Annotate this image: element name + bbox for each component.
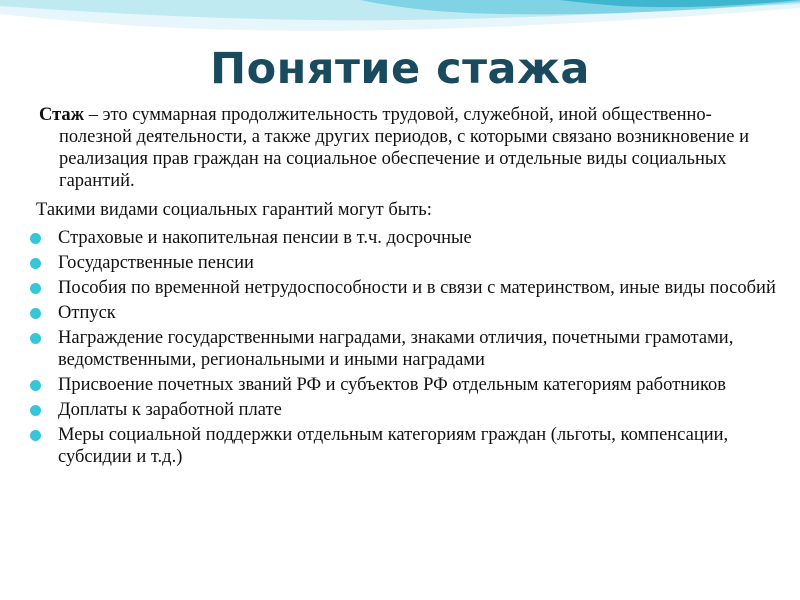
bullet-icon — [30, 308, 41, 319]
list-item — [0, 327, 778, 371]
list-item-text: Меры социальной поддержки отдельным категориям граждан (льготы, компенсации, субсидии и т.д.) — [58, 425, 729, 467]
list-item-text: Доплаты к заработной плате — [58, 400, 282, 420]
list-item-text: Награждение государственными наградами, знаками отличия, почетными грамотами, ведомственными, региональными и иными наградами — [58, 328, 734, 370]
guarantees-list — [0, 227, 780, 468]
definition-paragraph — [39, 104, 759, 192]
list-item-text: Страховые и накопительная пенсии в т.ч. досрочные — [58, 228, 472, 248]
list-item-text: Отпуск — [58, 303, 116, 323]
list-item-text: Пособия по временной нетрудоспособности и в связи с материнством, иные виды пособий — [58, 278, 776, 298]
list-item-text: Государственные пенсии — [58, 253, 254, 273]
list-item — [0, 399, 778, 421]
list-item-text: Присвоение почетных званий РФ и субъектов РФ отдельным категориям работников — [58, 375, 727, 395]
list-item — [0, 424, 778, 468]
slide-title: Понятие стажа — [210, 44, 590, 94]
list-item — [0, 227, 778, 249]
definition-text: – это суммарная продолжительность трудовой, служебной, иной общественно-полезной деятельности, а также других периодов, с которыми связано возникновение и реализация прав граждан на социальное обеспечение и отдельные виды социальных гарантий. — [59, 105, 749, 191]
slide-content — [0, 104, 780, 471]
list-item — [0, 302, 778, 324]
intro-text: Такими видами социальных гарантий могут быть: — [36, 200, 432, 220]
bullet-icon — [30, 430, 41, 441]
list-item — [0, 374, 778, 396]
list-item — [0, 277, 778, 299]
bullet-icon — [30, 233, 41, 244]
bullet-icon — [30, 380, 41, 391]
bullet-icon — [30, 333, 41, 344]
bullet-icon — [30, 258, 41, 269]
list-item — [0, 252, 778, 274]
bullet-icon — [30, 283, 41, 294]
definition-term: Стаж — [39, 105, 85, 125]
bullet-icon — [30, 405, 41, 416]
